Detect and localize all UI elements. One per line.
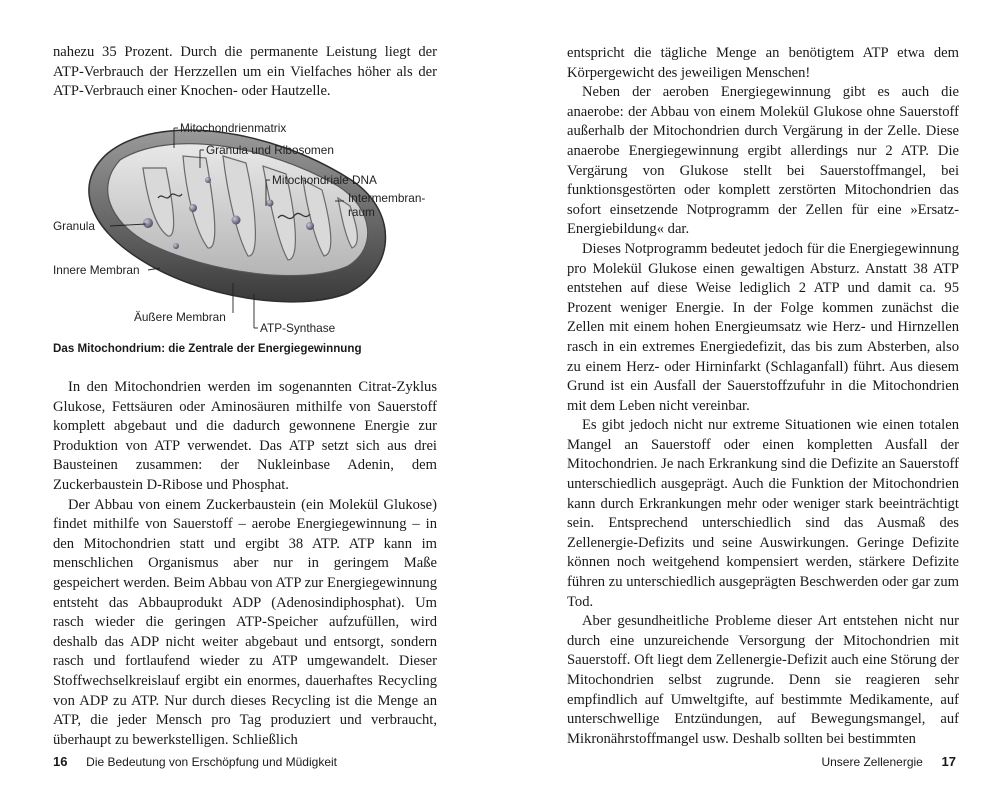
left-text-top — [53, 43, 437, 102]
paragraph: nahezu 35 Prozent. Durch die permanente Leistung liegt der ATP-Verbrauch der Herzzellen um ein Vielfaches höher als der ATP-Verbrauch einer Knochen- oder Hautzelle. — [53, 44, 437, 100]
label-innere-membran: Innere Membran — [53, 263, 140, 277]
figure-caption: Das Mitochondrium: die Zentrale der Energiegewinnung — [53, 342, 362, 355]
label-intermembranraum-1: Intermembran- — [348, 191, 426, 205]
label-intermembranraum-2: raum — [348, 205, 375, 219]
label-mitochondrienmatrix: Mitochondrienmatrix — [180, 121, 287, 135]
left-footer — [53, 754, 337, 769]
label-granula-ribosomen: Granula und Ribosomen — [206, 143, 334, 157]
running-title: Die Bedeutung von Erschöpfung und Müdigkeit — [86, 755, 337, 769]
page-number: 17 — [941, 754, 956, 769]
page-number: 16 — [53, 754, 68, 769]
paragraph: Es gibt jedoch nicht nur extreme Situationen wie einen totalen Mangel an Sauerstoff oder einen kompletten Ausfall der Mitochondrien. Je nach Erkrankung sind die Defizite an Sauerstoff unterschiedlich ausgeprägt. Auch die Funktion der Mitochondrien kann durch Erkrankungen mehr oder weniger stark beeinträchtigt sein. Entsprechend unterschiedlich sind das Ausmaß des Zellenergie-Defizits und seine Auswirkungen. Geringe Defizite können noch weitgehend kompensiert werden, stärkere Defizite führen zu unterschiedlich ausgeprägten Beschwerden oder gar zum Tod. — [567, 417, 959, 610]
right-text — [567, 44, 959, 749]
label-granula: Granula — [53, 219, 95, 233]
right-page — [504, 0, 1008, 804]
paragraph: entspricht die tägliche Menge an benötigtem ATP etwa dem Körpergewicht des jeweiligen Menschen! — [567, 45, 959, 81]
paragraph: Dieses Notprogramm bedeutet jedoch für die Energiegewinnung pro Molekül Glukose einen gewaltigen Absturz. Anstatt 38 ATP entstehen auf diese Weise lediglich 2 ATP und damit ca. 95 Prozent weniger Energie. In der Folge kommen zunächst die Zellen mit einem hohen Energieumsatz wie Herz- und Hirnzellen rasch in ein extremes Energiedefizit, das bis zum Absterben, also zu einem Herz- oder Hirninfarkt (Schlaganfall) führt. Aus diesem Grund ist ein Ausfall der Sauerstoffzufuhr in die Mitochondrien mit dem Leben nicht vereinbar. — [567, 240, 959, 414]
label-atp-synthase: ATP-Synthase — [260, 321, 336, 335]
paragraph: Neben der aeroben Energiegewinnung gibt es auch die anaerobe: der Abbau von einem Molekül Glukose ohne Sauerstoff außerhalb der Mitochondrien durch Vergärung in der Zelle. Diese anaerobe Energiegewinnung ergibt allerdings nur 2 ATP. Die Vergärung von Glukose stellt bei Sauerstoffmangel, bei funktionsgestörten oder komplett zerstörten Mitochondrien das sofort einsetzende Notprogramm der Zellen für eine »Ersatz-Energiebildung« dar. — [567, 84, 959, 238]
label-mitochondriale-dna: Mitochondriale DNA — [272, 173, 377, 187]
label-aeussere-membran: Äußere Membran — [134, 310, 226, 324]
right-footer — [821, 754, 956, 769]
paragraph: Aber gesundheitliche Probleme dieser Art entstehen nicht nur durch eine unzureichende Versorgung der Mitochondrien mit Sauerstoff. Oft liegt dem Zellenergie-Defizit auch eine Störung der Mitochondrien selbst zugrunde. Denn sie reagieren sehr empfindlich auf Umweltgifte, auf bestimmte Medikamente, auf unterschwellige Entzündungen, auf Bewegungsmangel, auf Mikronährstoffmangel usw. Deshalb sollten bei bestimmten — [567, 613, 959, 747]
paragraph: Der Abbau von einem Zuckerbaustein (ein Molekül Glukose) findet mithilfe von Sauerstoff – aerobe Energiegewinnung – in den Mitochondrien statt und ergibt 38 ATP. ATP kann im menschlichen Organismus aber nur in geringem Maße gespeichert werden. Beim Abbau von ATP zur Energiegewinnung entsteht das Abbauprodukt ADP (Adenosindiphosphat). Um rasch wieder die geringen ATP-Speicher aufzufüllen, wird deshalb das ADP nicht weiter abgebaut und entsorgt, sondern rasch und fortlaufend wieder zu ATP umgewandelt. Dieser Stoffwechselkreislauf ergibt ein enormes, dauerhaftes Recycling von ADP zu ATP. Nur durch dieses Recycling ist die Menge an ATP, die jeder Mensch pro Tag produziert und verbraucht, überhaupt zu bewerkstelligen. Schließlich — [53, 496, 437, 748]
running-title: Unsere Zellenergie — [821, 755, 923, 769]
mitochondrion-illustration — [48, 108, 448, 340]
paragraph: In den Mitochondrien werden im sogenannten Citrat-Zyklus Glukose, Fettsäuren oder Aminosäuren mithilfe von Sauerstoff komplett abgebaut und die dadurch gewonnene Energie zur Produktion von ATP verwendet. Das ATP setzt sich aus drei Bausteinen zusammen: der Nukleinbase Adenin, dem Zuckerbaustein D-Ribose und Phosphat. — [53, 379, 437, 493]
left-text-bottom — [53, 378, 437, 750]
